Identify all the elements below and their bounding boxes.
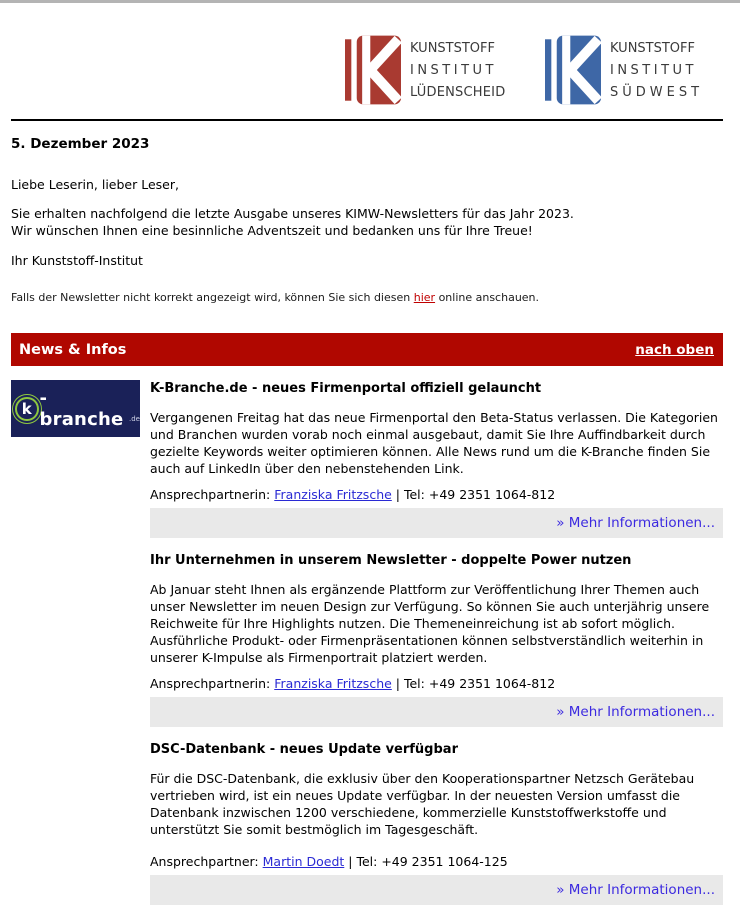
news-body-text: Vergangenen Freitag hat das neue Firmenportal den Beta-Status verlassen. Die Kategorien und Branchen wurden vorab noch einmal ausgebaut, damit Sie Ihre Auffindbarkeit durch gezielte Keywords weiter optimieren können. Alle News rund um die K-Branche finden Sie auch auf LinkedIn über den nebenstehenden Link. xyxy=(150,410,718,476)
logo-line: LÜDENSCHEID xyxy=(410,85,506,100)
online-version-link[interactable]: hier xyxy=(413,291,436,304)
logo-line: INSTITUT xyxy=(610,63,697,78)
fallback-suffix: online anschauen. xyxy=(438,291,540,304)
news-list xyxy=(11,380,723,905)
more-info-link[interactable]: » Mehr Informationen... xyxy=(556,515,715,531)
logo-line: KUNSTSTOFF xyxy=(410,41,495,56)
header-divider xyxy=(11,119,723,121)
news-item-thumb-cell xyxy=(11,380,150,538)
logo-text-luedenscheid xyxy=(410,38,505,104)
kimw-luedenscheid-k-icon xyxy=(345,35,401,105)
news-item-content xyxy=(150,380,723,538)
logo-kunststoff-institut-luedenscheid xyxy=(345,35,505,105)
contact-tel: | Tel: +49 2351 1064-812 xyxy=(395,487,556,502)
logo-line: SÜDWEST xyxy=(610,85,704,100)
contact-line xyxy=(150,487,723,502)
intro-paragraph xyxy=(11,205,723,239)
more-info-link[interactable]: » Mehr Informationen... xyxy=(556,704,715,720)
fallback-note xyxy=(11,291,723,304)
news-item-dsc-datenbank xyxy=(11,741,723,905)
signoff: Ihr Kunststoff-Institut xyxy=(11,253,143,268)
newsletter-date: 5. Dezember 2023 xyxy=(11,136,150,152)
k-branche-wordmark: -branche xyxy=(39,387,124,430)
news-item-newsletter-power xyxy=(11,552,723,727)
news-item-kbranche xyxy=(11,380,723,538)
news-item-content xyxy=(150,552,723,727)
news-heading: Ihr Unternehmen in unserem Newsletter - doppelte Power nutzen xyxy=(150,553,632,568)
contact-label: Ansprechpartner: xyxy=(150,854,259,869)
k-branche-k-icon: k xyxy=(15,397,39,421)
logo-line: KUNSTSTOFF xyxy=(610,41,695,56)
news-heading: K-Branche.de - neues Firmenportal offiziell gelauncht xyxy=(150,381,542,396)
back-to-top-link[interactable]: nach oben xyxy=(635,341,714,358)
newsletter-body xyxy=(11,119,723,905)
more-info-bar xyxy=(150,697,723,727)
news-item-thumb-cell xyxy=(11,741,150,905)
newsletter-header xyxy=(0,3,740,119)
more-info-bar xyxy=(150,508,723,538)
news-heading: DSC-Datenbank - neues Update verfügbar xyxy=(150,742,458,757)
contact-person-link[interactable]: Martin Doedt xyxy=(262,854,345,869)
logo-kunststoff-institut-suedwest xyxy=(545,35,703,105)
contact-tel: | Tel: +49 2351 1064-812 xyxy=(395,676,556,691)
salutation: Liebe Leserin, lieber Leser, xyxy=(11,177,179,192)
intro-line-1: Sie erhalten nachfolgend die letzte Ausgabe unseres KIMW-Newsletters für das Jahr 2023. xyxy=(11,206,574,221)
k-branche-logo-image[interactable] xyxy=(11,380,140,437)
intro-line-2: Wir wünschen Ihnen eine besinnliche Adventszeit und bedanken uns für Ihre Treue! xyxy=(11,223,533,238)
section-title: News & Infos xyxy=(19,341,127,358)
logo-text-suedwest xyxy=(610,38,703,104)
contact-line xyxy=(150,676,723,691)
news-body-text: Für die DSC-Datenbank, die exklusiv über den Kooperationspartner Netzsch Gerätebau vertrieben wird, ist ein neues Update verfügbar. In der neuesten Version umfasst die Datenbank inzwischen 1200 verschiedene, kommerzielle Kunststoffwerkstoffe und unterstützt Sie somit bestmöglich im Tagesgeschäft. xyxy=(150,771,695,837)
logo-line: INSTITUT xyxy=(410,63,497,78)
contact-person-link[interactable]: Franziska Fritzsche xyxy=(274,676,392,691)
contact-label: Ansprechpartnerin: xyxy=(150,487,271,502)
news-item-content xyxy=(150,741,723,905)
contact-person-link[interactable]: Franziska Fritzsche xyxy=(274,487,392,502)
contact-line xyxy=(150,854,723,869)
fallback-prefix: Falls der Newsletter nicht korrekt angezeigt wird, können Sie sich diesen xyxy=(11,291,411,304)
more-info-link[interactable]: » Mehr Informationen... xyxy=(556,882,715,898)
news-body-text: Ab Januar steht Ihnen als ergänzende Plattform zur Veröffentlichung Ihrer Themen auch unser Newsletter im neuen Design zur Verfügung. So können Sie auch unterjährig unsere Reichweite für Ihre Highlights nutzen. Die Themeneinreichung ist ab sofort möglich. Ausführliche Produkt- oder Firmenpräsentationen können selbstverständlich weiterhin in unserer K-Impulse als Firmenportrait platziert werden. xyxy=(150,582,710,665)
section-banner-news xyxy=(11,333,723,366)
k-branche-tld: .de xyxy=(129,415,140,423)
contact-tel: | Tel: +49 2351 1064-125 xyxy=(348,854,508,869)
contact-label: Ansprechpartnerin: xyxy=(150,676,271,691)
kimw-suedwest-k-icon xyxy=(545,35,601,105)
news-item-thumb-cell xyxy=(11,552,150,727)
